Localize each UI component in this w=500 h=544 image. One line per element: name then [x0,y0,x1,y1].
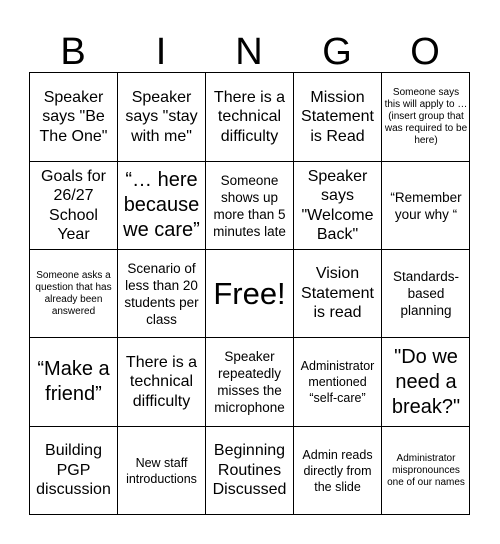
bingo-cell[interactable] [30,427,118,514]
cell-text: “Make a friend” [37,358,110,405]
cell-text: Speaker repeatedly misses the microphone [214,349,285,415]
header-letter-n: N [235,31,263,73]
bingo-board [29,72,470,515]
cell-text: Beginning Routines Discussed [212,442,287,499]
bingo-cell[interactable] [118,162,206,250]
cell-text: Speaker says "Be The One" [39,88,108,145]
bingo-cell[interactable] [30,73,118,162]
cell-text: Someone says this will apply to …(insert group that was required to be here) [384,87,468,146]
cell-text: Speaker says "stay with me" [125,88,198,145]
cell-text: Scenario of less than 20 students per class [124,260,199,327]
cell-text: Someone asks a question that has already been answered [35,269,112,317]
bingo-cell[interactable] [382,338,470,427]
cell-text: Mission Statement is Read [301,88,374,145]
bingo-cell[interactable] [30,338,118,427]
bingo-cell[interactable] [30,162,118,250]
cell-text: New staff introductions [126,455,197,486]
bingo-cell[interactable] [206,427,294,514]
bingo-cell[interactable] [294,73,382,162]
bingo-cell[interactable] [294,427,382,514]
bingo-cell[interactable] [30,250,118,338]
bingo-cell[interactable] [294,250,382,338]
bingo-cell[interactable] [118,427,206,514]
bingo-cell[interactable] [382,427,470,514]
cell-text: Free! [213,275,286,311]
cell-text: Building PGP discussion [36,442,111,499]
bingo-header [29,0,470,72]
cell-text: There is a technical difficulty [125,353,198,410]
header-letter-i: I [155,31,167,73]
header-letter-o: O [410,31,440,73]
free-space[interactable] [206,250,294,338]
header-letter-g: G [322,31,352,73]
cell-text: Vision Statement is read [301,265,374,322]
cell-text: “Remember your why “ [390,189,462,222]
header-letter-b: B [60,31,86,73]
bingo-cell[interactable] [294,338,382,427]
cell-text: Goals for 26/27 School Year [41,167,106,243]
bingo-cell[interactable] [118,73,206,162]
bingo-cell[interactable] [206,162,294,250]
bingo-cell[interactable] [382,73,470,162]
cell-text: Admin reads directly from the slide [302,447,373,494]
cell-text: Standards-based planning [392,269,460,318]
cell-text: "Do we need a break?" [391,345,461,418]
bingo-cell[interactable] [382,250,470,338]
bingo-cell[interactable] [118,338,206,427]
bingo-cell[interactable] [118,250,206,338]
bingo-cell[interactable] [206,73,294,162]
bingo-cell[interactable] [294,162,382,250]
cell-text: Speaker says "Welcome Back" [301,167,374,243]
bingo-cell[interactable] [206,338,294,427]
cell-text: Administrator mispronounces one of our names [387,452,465,488]
bingo-cell[interactable] [382,162,470,250]
cell-text: “… here because we care” [123,169,200,241]
cell-text: Administrator mentioned “self-care” [300,359,375,405]
cell-text: There is a technical difficulty [213,88,286,145]
cell-text: Someone shows up more than 5 minutes late [213,172,286,239]
